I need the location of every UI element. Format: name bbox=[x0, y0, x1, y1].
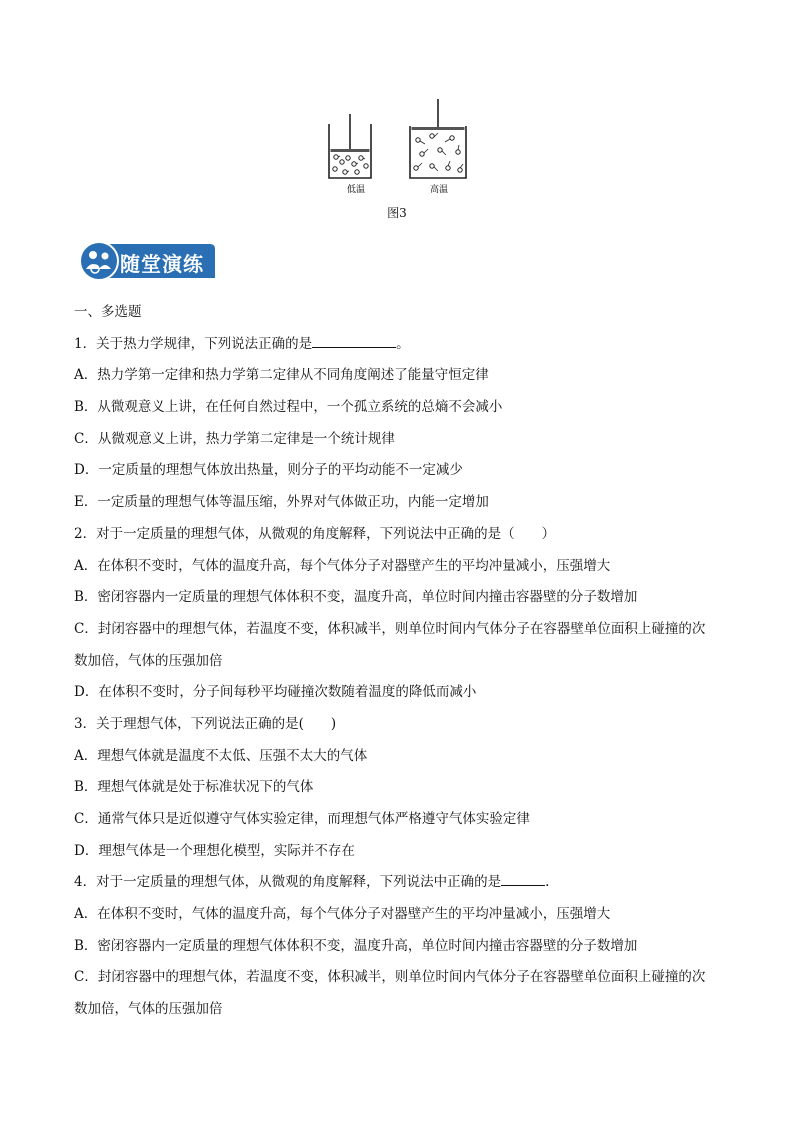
question-2-option-d: D．在体积不变时，分子间每秒平均碰撞次数随着温度的降低而减小 bbox=[74, 684, 477, 701]
banner-title: 随堂演练 bbox=[120, 252, 204, 276]
question-4-stem: 4．对于一定质量的理想气体，从微观的角度解释，下列说法中正确的是 . bbox=[74, 874, 550, 891]
question-1-option-b: B．从微观意义上讲，在任何自然过程中，一个孤立系统的总熵不会减小 bbox=[74, 399, 503, 416]
question-4-option-c-cont: 数加倍，气体的压强加倍 bbox=[74, 1001, 223, 1018]
question-3-option-b: B．理想气体就是处于标准状况下的气体 bbox=[74, 779, 314, 796]
question-1-stem: 1．关于热力学规律，下列说法正确的是 。 bbox=[74, 335, 410, 352]
answer-blank[interactable] bbox=[501, 873, 545, 886]
answer-blank[interactable] bbox=[312, 335, 396, 348]
question-3-option-c: C．通常气体只是近似遵守气体实验定律，而理想气体严格遵守气体实验定律 bbox=[74, 811, 530, 827]
question-1-option-e: E．一定质量的理想气体等温压缩，外界对气体做正功，内能一定增加 bbox=[74, 494, 489, 511]
question-2-option-a: A．在体积不变时，气体的温度升高，每个气体分子对器壁产生的平均冲量减小，压强增大 bbox=[74, 557, 611, 574]
low-temp-label: 低温 bbox=[346, 185, 366, 195]
question-1-option-a: A．热力学第一定律和热力学第二定律从不同角度阐述了能量守恒定律 bbox=[74, 367, 489, 384]
question-3-option-d: D．理想气体是一个理想化模型，实际并不存在 bbox=[74, 842, 355, 859]
section-heading: 一、多选题 bbox=[74, 304, 142, 320]
question-3-stem: 3．关于理想气体，下列说法正确的是( ) bbox=[74, 715, 337, 732]
high-temp-container bbox=[410, 99, 466, 178]
question-4-option-c: C．封闭容器中的理想气体，若温度不变，体积减半，则单位时间内气体分子在容器壁单位面积上碰撞的次 bbox=[74, 969, 706, 986]
low-temp-container bbox=[329, 114, 371, 178]
question-4-option-a: A．在体积不变时，气体的温度升高，每个气体分子对器壁产生的平均冲量减小，压强增大 bbox=[74, 906, 611, 923]
question-2-stem: 2．对于一定质量的理想气体，从微观的角度解释，下列说法中正确的是（ ） bbox=[74, 525, 556, 542]
question-1-option-d: D．一定质量的理想气体放出热量，则分子的平均动能不一定减少 bbox=[74, 462, 463, 479]
question-1-option-c: C．从微观意义上讲，热力学第二定律是一个统计规律 bbox=[74, 430, 395, 447]
question-2-option-b: B．密闭容器内一定质量的理想气体体积不变，温度升高，单位时间内撞击容器壁的分子数增加 bbox=[74, 589, 638, 606]
question-2-option-c-cont: 数加倍，气体的压强加倍 bbox=[74, 652, 223, 669]
question-list bbox=[74, 302, 734, 1031]
question-2-option-c: C．封闭容器中的理想气体，若温度不变，体积减半，则单位时间内气体分子在容器壁单位面积上碰撞的次 bbox=[74, 620, 706, 637]
question-4-option-b: B．密闭容器内一定质量的理想气体体积不变，温度升高，单位时间内撞击容器壁的分子数增加 bbox=[74, 937, 638, 954]
gas-container-figure bbox=[326, 96, 472, 196]
figure-caption: 图3 bbox=[387, 206, 407, 220]
question-3-option-a: A．理想气体就是温度不太低、压强不太大的气体 bbox=[74, 747, 368, 764]
high-temp-label: 高温 bbox=[429, 185, 449, 195]
